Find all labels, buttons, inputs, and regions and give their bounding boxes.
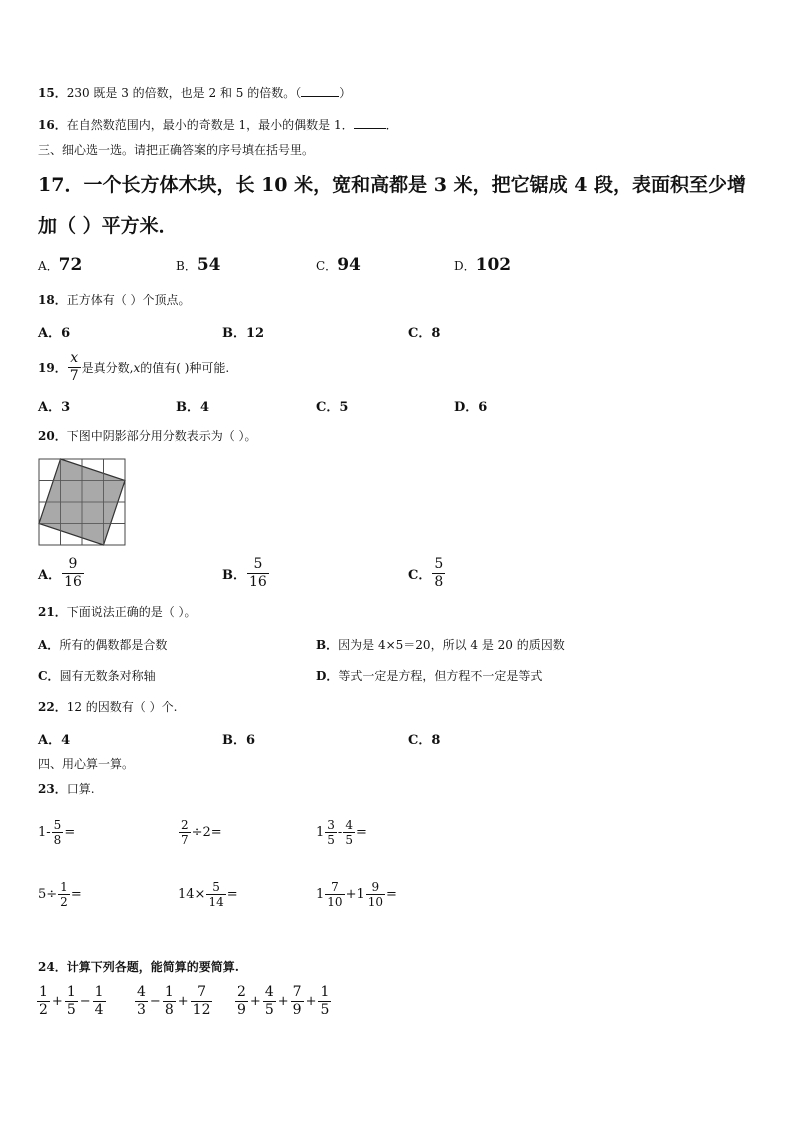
question-20 bbox=[38, 427, 257, 444]
question-text: 是真分数, bbox=[81, 361, 134, 375]
question-text-end: ． bbox=[385, 118, 398, 132]
q20-option-a[interactable]: A． $\frac{9}{16}$ bbox=[38, 556, 82, 590]
question-text: 正方体有（ ）个顶点。 bbox=[66, 293, 191, 307]
q22-option-b[interactable]: B．6 bbox=[222, 733, 256, 748]
q23-expression-4: 5÷ $\frac{1}{2}$ = bbox=[38, 880, 82, 909]
question-number: 17． bbox=[38, 174, 84, 196]
q21-option-d[interactable]: D．等式一定是方程，但方程不一定是等式 bbox=[316, 669, 543, 683]
question-number: 19． bbox=[38, 361, 67, 375]
answer-blank[interactable] bbox=[301, 84, 339, 97]
q21-option-c[interactable]: C．圆有无数条对称轴 bbox=[38, 669, 156, 683]
q24-expression-1: $\frac{1}{2}$ + $\frac{1}{5}$ − $\frac{1}{4}$ bbox=[39, 984, 104, 1018]
q22-option-c[interactable]: C．8 bbox=[408, 733, 441, 748]
question-16 bbox=[38, 116, 398, 133]
q18-option-c[interactable]: C．8 bbox=[408, 326, 441, 341]
question-text: 12 的因数有（ ）个. bbox=[66, 700, 178, 714]
question-22 bbox=[38, 698, 177, 715]
question-number: 16． bbox=[38, 118, 67, 132]
variable-x: x bbox=[133, 360, 141, 375]
q17-option-d[interactable]: D．102 bbox=[454, 255, 512, 275]
q23-expression-5: 14× $\frac{5}{14}$ = bbox=[178, 880, 238, 909]
q20-option-b[interactable]: B． $\frac{5}{16}$ bbox=[222, 556, 267, 590]
q23-expression-6: 1 $\frac{7}{10}$ +1 $\frac{9}{10}$ = bbox=[316, 880, 397, 909]
question-text: 下面说法正确的是（ ）。 bbox=[66, 605, 197, 619]
question-number: 18． bbox=[38, 293, 67, 307]
question-24 bbox=[38, 958, 239, 975]
q23-expression-1: 1- $\frac{5}{8}$ = bbox=[38, 818, 76, 847]
q18-option-b[interactable]: B．12 bbox=[222, 326, 265, 341]
q18-option-a[interactable]: A．6 bbox=[38, 326, 71, 341]
question-23 bbox=[38, 780, 95, 797]
question-text-line1: 一个长方体木块，长 10 米，宽和高都是 3 米，把它锯成 4 段，表面积至少增 bbox=[83, 174, 747, 196]
question-19 bbox=[38, 350, 229, 385]
question-number: 15． bbox=[38, 86, 67, 100]
question-text-end: ） bbox=[339, 86, 352, 100]
question-number: 21． bbox=[38, 605, 67, 619]
question-text: 在自然数范围内，最小的奇数是 1，最小的偶数是 1． bbox=[66, 118, 354, 132]
section-4-heading: 四、用心算一算。 bbox=[38, 757, 135, 771]
q21-option-a[interactable]: A．所有的偶数都是合数 bbox=[38, 638, 168, 652]
question-21 bbox=[38, 603, 197, 620]
question-number: 22． bbox=[38, 700, 67, 714]
q19-option-a[interactable]: A．3 bbox=[38, 400, 71, 415]
question-text: 230 既是 3 的倍数，也是 2 和 5 的倍数。（ bbox=[66, 86, 302, 100]
question-17 bbox=[38, 170, 746, 197]
q23-expression-3: 1 $\frac{3}{5}$ - $\frac{4}{5}$ = bbox=[316, 818, 367, 847]
question-number: 24． bbox=[38, 960, 67, 974]
question-17-line2: 加（ ）平方米． bbox=[38, 215, 178, 237]
section-3-heading: 三、细心选一选。请把正确答案的序号填在括号里。 bbox=[38, 143, 315, 157]
q24-expression-3: $\frac{2}{9}$ + $\frac{4}{5}$ + $\frac{7}{9}$ + $\frac{1}{5}$ bbox=[237, 984, 330, 1018]
q17-option-a[interactable]: A．72 bbox=[38, 255, 83, 275]
q17-option-b[interactable]: B．54 bbox=[176, 255, 221, 275]
question-number: 20． bbox=[38, 429, 67, 443]
question-18 bbox=[38, 291, 191, 308]
answer-blank[interactable] bbox=[354, 116, 386, 129]
q24-expression-2: $\frac{4}{3}$ − $\frac{1}{8}$ + $\frac{7}{12}$ bbox=[137, 984, 211, 1018]
question-text-end: 的值有( )种可能. bbox=[140, 361, 230, 375]
q21-option-b[interactable]: B．因为是 4×5＝20，所以 4 是 20 的质因数 bbox=[316, 638, 565, 652]
question-number: 23． bbox=[38, 782, 67, 796]
question-text: 下图中阴影部分用分数表示为（ ）。 bbox=[66, 429, 257, 443]
fraction-x-over-7: $\frac{x}{7}$ bbox=[69, 350, 79, 384]
question-15 bbox=[38, 84, 351, 101]
q20-option-c[interactable]: C． $\frac{5}{8}$ bbox=[408, 556, 444, 590]
q19-option-c[interactable]: C．5 bbox=[316, 400, 349, 415]
q19-option-b[interactable]: B．4 bbox=[176, 400, 210, 415]
q22-option-a[interactable]: A．4 bbox=[38, 733, 71, 748]
shaded-grid-figure bbox=[38, 458, 128, 548]
question-text: 计算下列各题，能简算的要简算. bbox=[66, 960, 239, 974]
question-text: 口算. bbox=[66, 782, 95, 796]
q19-option-d[interactable]: D．6 bbox=[454, 400, 488, 415]
q17-option-c[interactable]: C．94 bbox=[316, 255, 361, 275]
q23-expression-2: $\frac{2}{7}$ ÷2= bbox=[181, 818, 222, 847]
